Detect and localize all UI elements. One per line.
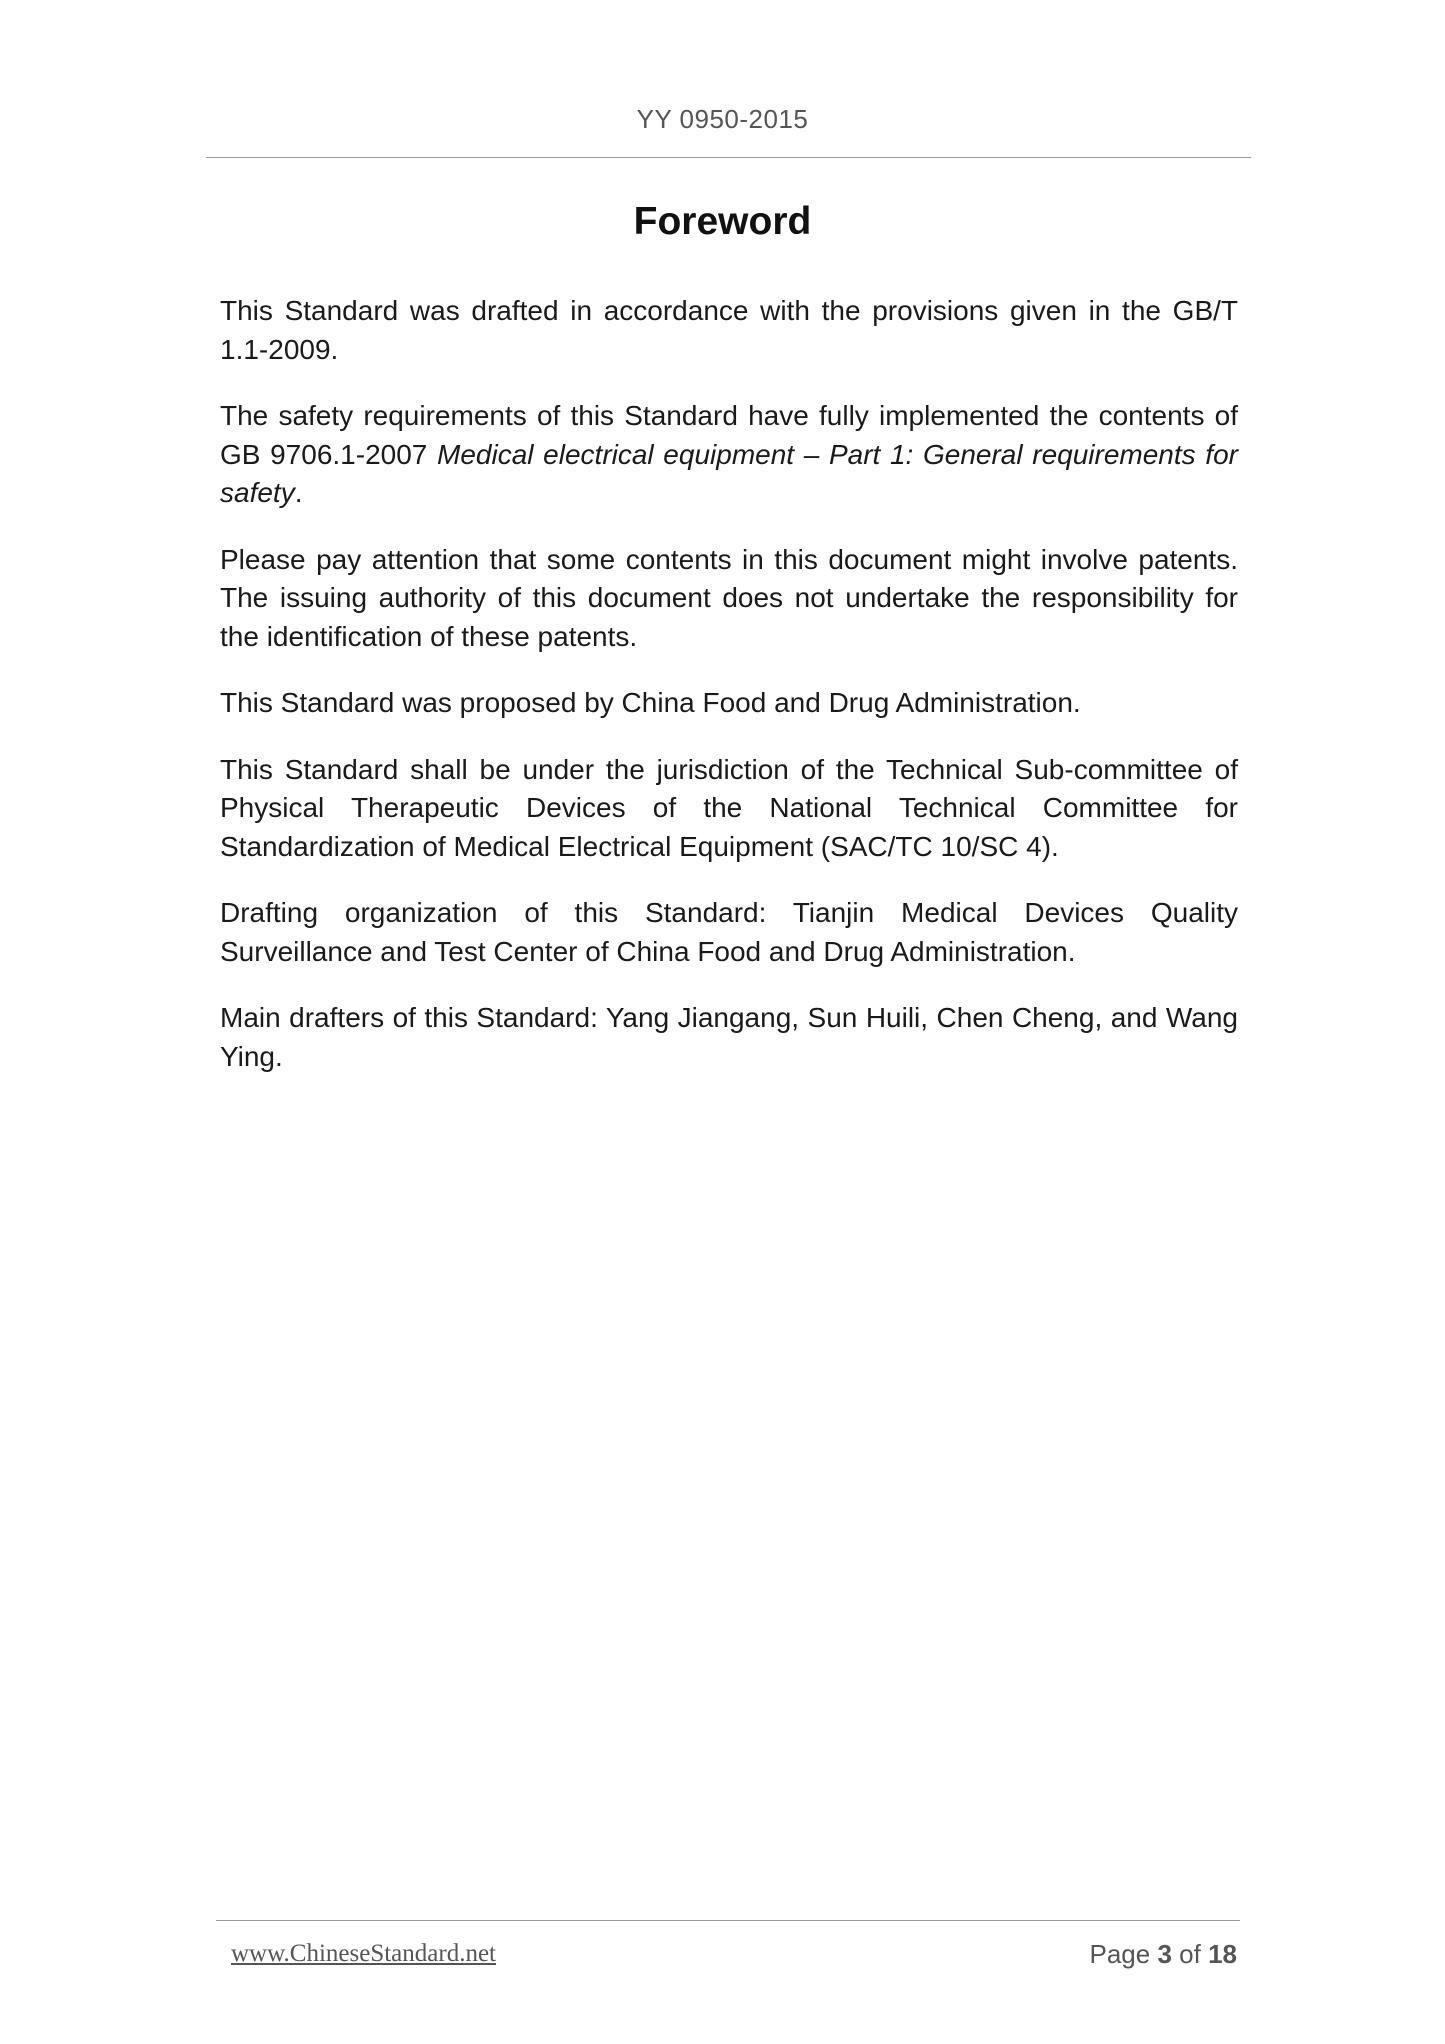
page-number	[1089, 1939, 1237, 1970]
paragraph-safety-requirements	[220, 397, 1238, 513]
footer-divider	[216, 1920, 1240, 1921]
page-of: of	[1179, 1939, 1201, 1969]
paragraph-safety-prefix: The safety requirements of this Standard have fully implemented the contents of GB 9706.1-2007	[220, 400, 1238, 470]
page-current: 3	[1157, 1939, 1172, 1969]
page-title: Foreword	[633, 200, 812, 243]
document-code-header: YY 0950-2015	[636, 104, 809, 134]
referenced-standard-title: Medical electrical equipment – Part 1: General requirements for safety	[220, 438, 1238, 508]
website-link[interactable]: www.ChineseStandard.net	[231, 1940, 496, 1967]
header-divider	[206, 157, 1251, 158]
paragraph-drafters: Main drafters of this Standard: Yang Jiangang, Sun Huili, Chen Cheng, and Wang Ying.	[220, 1002, 1238, 1072]
paragraph-drafting-organization: Drafting organization of this Standard: Tianjin Medical Devices Quality Surveillance and Test Center of China Food and Drug Administration.	[220, 897, 1238, 967]
paragraph-patents: Please pay attention that some contents in this document might involve patents. The issuing authority of this document does not undertake the responsibility for the identification of these patents.	[220, 543, 1238, 652]
paragraph-jurisdiction: This Standard shall be under the jurisdiction of the Technical Sub-committee of Physical Therapeutic Devices of the National Technical Committee for Standardization of Medical Electrical Equipment (SAC/TC 10/SC 4).	[220, 753, 1238, 862]
paragraph-proposer: This Standard was proposed by China Food and Drug Administration.	[220, 687, 1081, 718]
paragraph-safety-suffix: .	[294, 477, 303, 508]
page-total: 18	[1208, 1939, 1237, 1969]
paragraph-drafting-basis: This Standard was drafted in accordance with the provisions given in the GB/T 1.1-2009.	[220, 295, 1238, 365]
page-label: Page	[1089, 1939, 1151, 1969]
foreword-body	[220, 292, 1238, 1104]
